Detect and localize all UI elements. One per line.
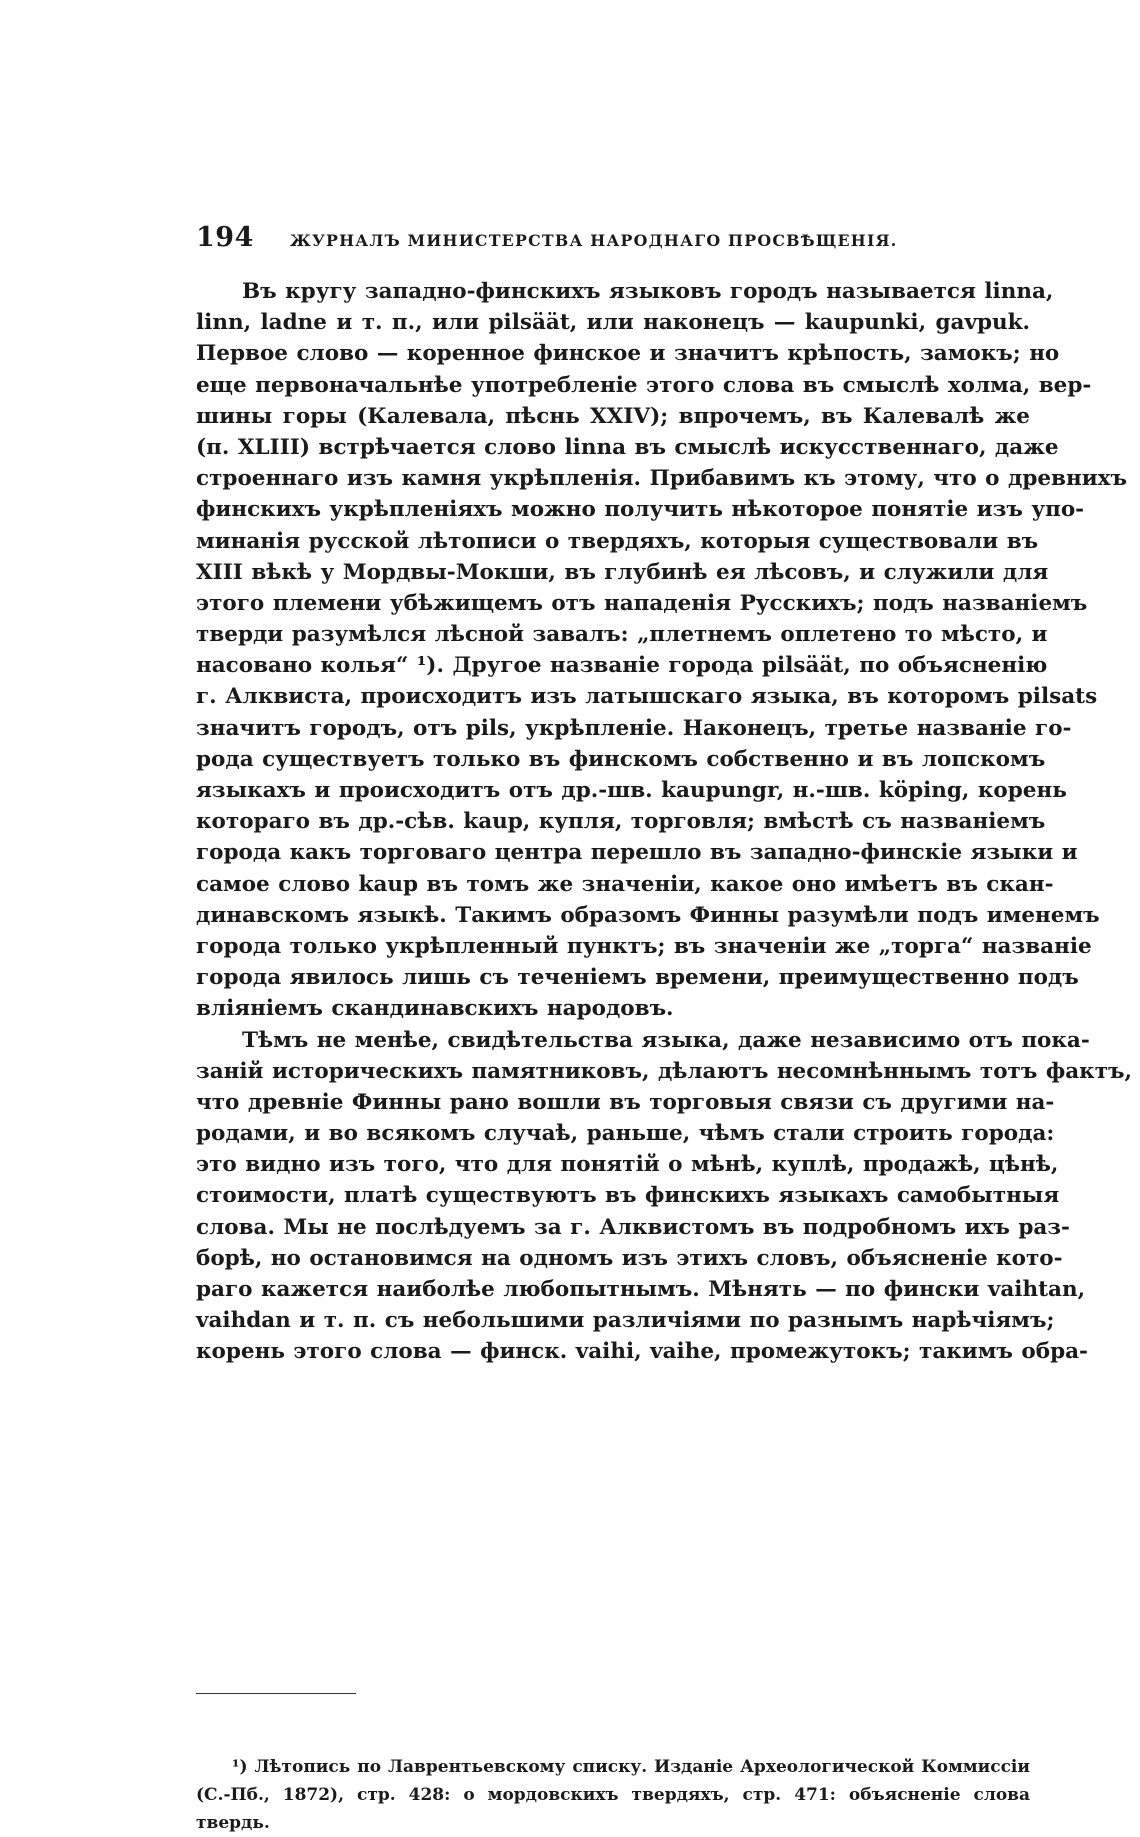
text-line: заній историческихъ памятниковъ, дѣлаютъ несомнѣннымъ тотъ фактъ,: [196, 1058, 1132, 1084]
text-line: раго кажется наиболѣе любопытнымъ. Мѣнять — по фински vaihtan,: [196, 1277, 1086, 1302]
text-line: Первое слово — коренное финское и значитъ крѣпость, замокъ; но: [196, 341, 1060, 367]
text-line: Въ кругу западно-финскихъ языковъ городъ называется linna,: [242, 279, 1054, 304]
text-line: г. Алквиста, происходитъ изъ латышскаго языка, въ которомъ pilsats: [196, 684, 1098, 710]
text-line: родами, и во всякомъ случаѣ, раньше, чѣмъ стали строить города:: [196, 1121, 1055, 1147]
text-line: стоимости, платѣ существуютъ въ финскихъ языкахъ самобытныя: [196, 1183, 1060, 1209]
text-line: linn, ladne и т. п., или pilsäät, или наконецъ — kaupunki, gavpuk.: [196, 310, 1030, 336]
footnote-line: (С.-Пб., 1872), стр. 428: о мордовскихъ твердяхъ, стр. 471: объясненіе слова: [196, 1785, 1030, 1805]
page-number: 194: [196, 222, 254, 253]
text-line: шины горы (Калевала, пѣснь XXIV); впрочемъ, въ Калевалѣ же: [196, 403, 1030, 429]
text-line: насовано колья“ ¹). Другое названіе города pilsäät, по объясненію: [196, 653, 1048, 679]
text-line: борѣ, но остановимся на одномъ изъ этихъ словъ, объясненіе кото-: [196, 1245, 1063, 1271]
text-line: еще первоначальнѣе употребленіе этого слова въ смыслѣ холма, вер-: [196, 372, 1092, 398]
text-line: (п. XLIII) встрѣчается слово linna въ смыслѣ искусственнаго, даже: [196, 434, 1059, 460]
footnote-line: твердь.: [196, 1813, 270, 1833]
text-line: корень этого слова — финск. vaihi, vaihe, промежутокъ; такимъ обра-: [196, 1339, 1088, 1365]
text-line: языкахъ и происходитъ отъ др.-шв. kaupungr, н.-шв. köping, корень: [196, 778, 1067, 803]
text-line: что древніе Финны рано вошли въ торговыя связи съ другими на-: [196, 1089, 1055, 1115]
text-line: вліяніемъ скандинавскихъ народовъ.: [196, 996, 674, 1022]
text-line: котораго въ др.-сѣв. kaup, купля, торговля; вмѣстѣ съ названіемъ: [196, 809, 1046, 835]
text-line: Тѣмъ не менѣе, свидѣтельства языка, даже независимо отъ пока-: [242, 1027, 1090, 1053]
text-line: строеннаго изъ камня укрѣпленія. Прибавимъ къ этому, что о древнихъ: [196, 466, 1127, 492]
footnotes: [196, 1753, 1030, 1837]
text-line: города какъ торговаго центра перешло въ западно-финскіе языки и: [196, 840, 1078, 866]
text-line: рода существуетъ только въ финскомъ собственно и въ лопскомъ: [196, 746, 1046, 772]
text-line: города явилось лишь съ теченіемъ времени, преимущественно подъ: [196, 965, 1079, 991]
text-line: XIII вѣкѣ у Мордвы-Мокши, въ глубинѣ ея лѣсовъ, и служили для: [196, 559, 1049, 585]
text-line: это видно изъ того, что для понятій о мѣнѣ, куплѣ, продажѣ, цѣнѣ,: [196, 1152, 1059, 1178]
text-line: слова. Мы не послѣдуемъ за г. Алквистомъ въ подробномъ ихъ раз-: [196, 1214, 1070, 1240]
text-line: этого племени убѣжищемъ отъ нападенія Русскихъ; подъ названіемъ: [196, 590, 1088, 616]
text-line: финскихъ укрѣпленіяхъ можно получить нѣкоторое понятіе изъ упо-: [196, 497, 1085, 523]
text-line: динавскомъ языкѣ. Такимъ образомъ Финны разумѣли подъ именемъ: [196, 902, 1100, 928]
body-text: [196, 276, 1132, 1368]
book-page: [196, 0, 1132, 1833]
text-line: минанія русской лѣтописи о твердяхъ, которыя существовали въ: [196, 528, 1039, 554]
text-line: vaihdan и т. п. съ небольшими различіями по разнымъ нарѣчіямъ;: [196, 1308, 1055, 1334]
page-header: [196, 222, 1030, 262]
text-line: тверди разумѣлся лѣсной завалъ: „плетнемъ оплетено то мѣсто, и: [196, 622, 1048, 648]
text-line: города только укрѣпленный пунктъ; въ значеніи же „торга“ названіе: [196, 933, 1092, 959]
text-line: самое слово kaup въ томъ же значеніи, какое оно имѣетъ въ скан-: [196, 871, 1054, 897]
footnote-line: ¹) Лѣтопись по Лаврентьевскому списку. Изданіе Археологической Коммиссіи: [232, 1757, 1030, 1777]
footnote-rule: [196, 1693, 356, 1694]
text-line: значитъ городъ, отъ pils, укрѣпленіе. Наконецъ, третье названіе го-: [196, 715, 1072, 741]
running-head: ЖУРНАЛЪ МИНИСТЕРСТВА НАРОДНАГО ПРОСВѢЩЕНІЯ.: [290, 231, 898, 250]
